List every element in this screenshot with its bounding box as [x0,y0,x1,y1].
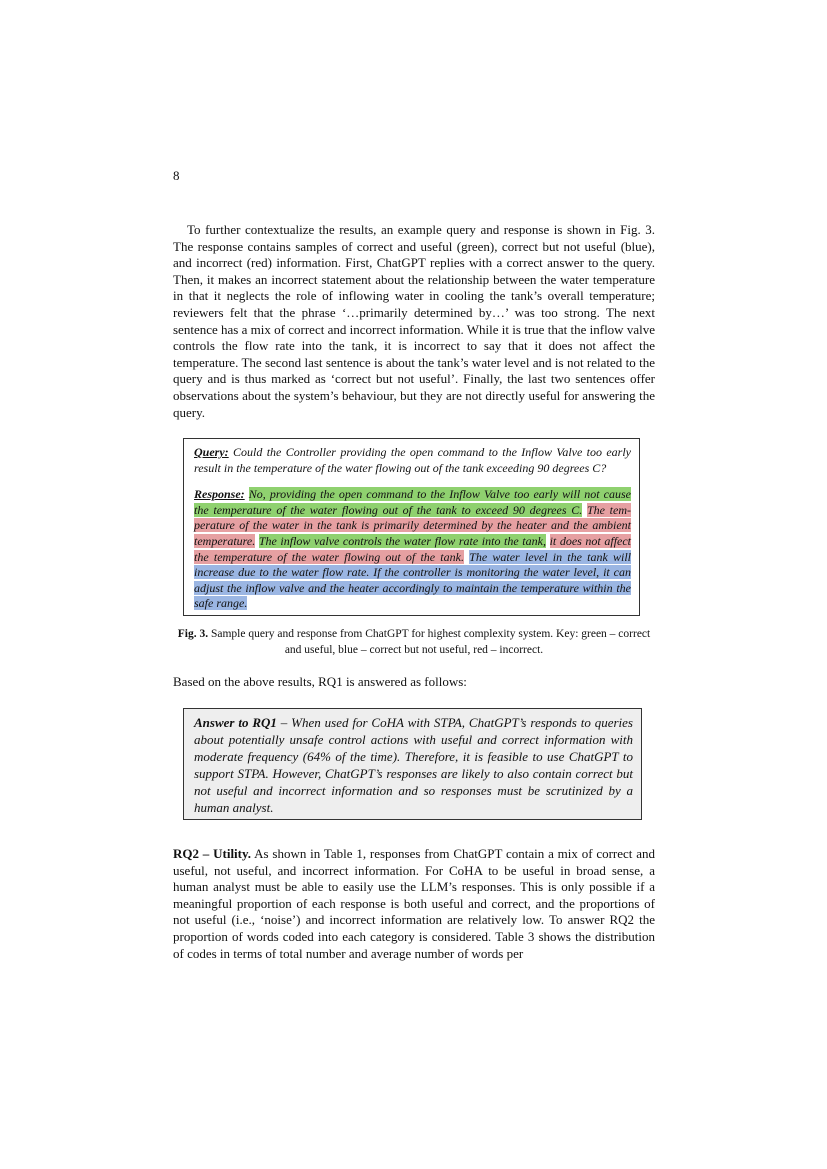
rq2-heading: RQ2 – Utility. [173,846,252,861]
body-paragraph-1: To further contextualize the results, an example query and response is shown in Fig. 3. The response contains samples of correct and useful (green), correct but not useful (blue), and incorrect (red) information. First, ChatGPT replies with a correct answer to the query. Then, it makes an incorrect statement about the relationship between the water temperature in that it neglects the role of inflowing water in cooling the tank’s overall temperature; reviewers felt that the phrase ‘…primarily determined by…’ was too strong. The next sentence has a mix of correct and incorrect information. While it is true that the inflow valve controls the flow rate into the tank, it is incorrect to say that it does not affect the temperature. The second last sentence is about the tank’s water level and is not related to the query and is thus marked as ‘correct but not useful’. Finally, the last two sentences offer observations about the system’s behaviour, but they are not directly useful for answering the query. [173,222,655,420]
rq2-text: As shown in Table 1, responses from ChatGPT contain a mix of correct and useful, not useful, and incorrect information. For CoHA to be useful in broad sense, a human analyst must be able to easily use the LLM’s responses. This is only possible if a meaningful proportion of each response is both useful and correct, and the proportions of not useful (i.e., ‘noise’) and incorrect information are relatively low. To answer RQ2 the proportion of words coded into each category is considered. Table 3 shows the distribution of codes in terms of total number and average number of words per [173,846,655,961]
answer-rq1-box [183,708,642,820]
body-paragraph-2: Based on the above results, RQ1 is answered as follows: [173,674,467,689]
figure-3-box [183,438,640,616]
query-text: Could the Controller providing the open command to the Inflow Valve too early result in the temperature of the water flowing out of the tank exceeding 90 degrees C? [194,445,631,475]
response-segment-correct-useful: The inflow valve controls the water flow rate into the tank, [258,533,546,548]
figure-caption-label: Fig. 3. [177,628,209,640]
figure-caption-text: Sample query and response from ChatGPT for highest complexity system. Key: green – correct and useful, blue – correct but not useful, red – incorrect. [210,628,651,656]
response-segment-incorrect: The temperature of the water in the tank is primarily determined by the heater and the ambient temperature. [194,502,632,548]
body-paragraph-3 [173,846,655,962]
response-label: Response: [194,487,245,502]
query-block [194,445,631,476]
page-number: 8 [173,168,180,183]
response-block [194,487,631,612]
answer-rq1-text: – When used for CoHA with STPA, ChatGPT’s responds to queries about potentially unsafe control actions with useful and correct information with moderate frequency (64% of the time). Therefore, it is feasible to use ChatGPT to support STPA. However, ChatGPT’s responses are likely to also contain correct but not useful and incorrect information and so responses must be scrutinized by a human analyst. [194,715,633,815]
response-segment-incorrect: it does not affect the temperature of the water flowing out of the tank. [194,533,632,564]
query-label: Query: [194,445,229,459]
answer-rq1-text-block [194,715,633,816]
figure-caption [173,627,655,658]
response-segment-correct-not-useful: The water level in the tank will increase due to the water flow rate. If the controller is monitoring the water level, it can adjust the inflow valve and the heater accordingly to maintain the temperature within the safe range. [194,549,631,611]
answer-rq1-label: Answer to RQ1 [194,715,277,730]
response-segment-correct-useful: No, providing the open command to the Inflow Valve too early will not cause the temperature of the water flowing out of the tank to exceed 90 degrees C. [194,487,632,517]
